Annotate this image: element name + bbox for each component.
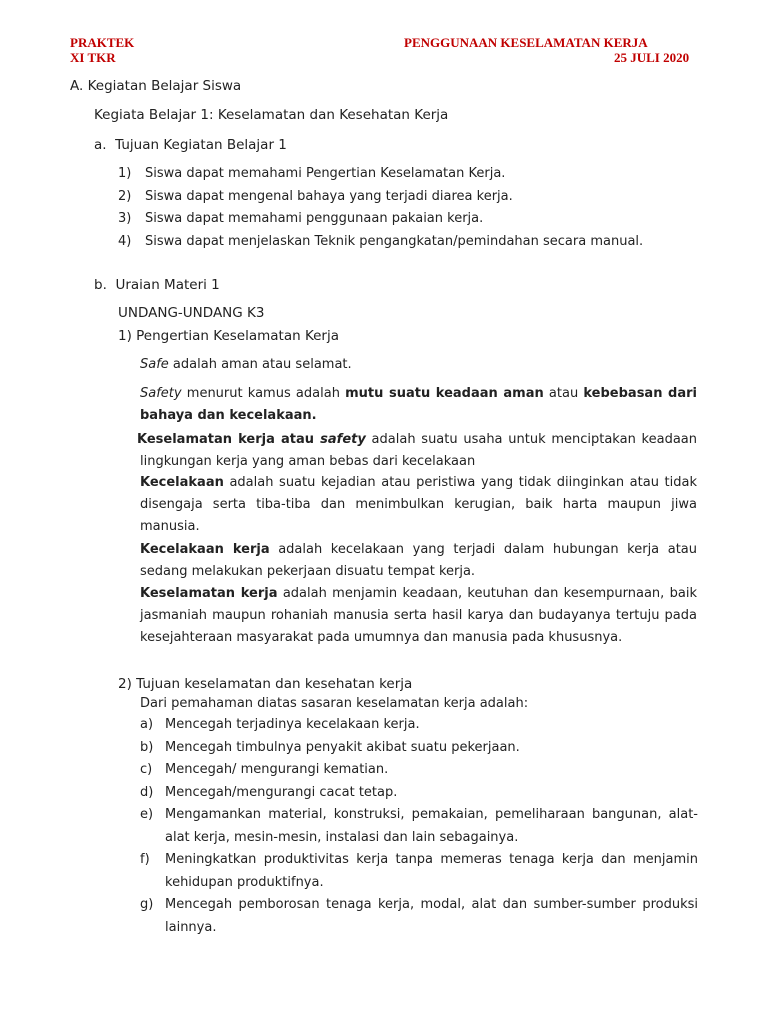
term-keselamatan-kerja-2: Keselamatan kerja: [140, 586, 278, 601]
list-number: 1): [118, 166, 132, 181]
definition-kecelakaan-text: adalah suatu kejadian atau peristiwa yang tidak diinginkan atau tidak disengaja serta tiba-tiba dan menimbulkan kerugian, baik harta maupun jiwa manusia.: [140, 475, 697, 534]
list-letter: d): [140, 784, 154, 800]
section-a-a-heading: [94, 137, 287, 153]
section-a-title: Kegiatan Belajar Siswa: [87, 78, 242, 94]
definition-safety-conj: atau: [543, 386, 584, 401]
definition-keselamatan-kerja-text: adalah suatu usaha untuk menciptakan keadaan lingkungan kerja yang aman bebas dari kecelakaan: [140, 432, 697, 469]
list-text: Siswa dapat memahami penggunaan pakaian kerja.: [145, 211, 484, 226]
list-item: [118, 208, 698, 231]
definition-safety-bold-2: kebebasan dari bahaya dan kecelakaan.: [140, 386, 697, 423]
definition-safety-text: menurut kamus adalah: [181, 386, 346, 401]
section-a-b-label: b.: [94, 277, 107, 293]
term-keselamatan-kerja: Keselamatan kerja atau: [137, 432, 321, 447]
definition-safety-bold-1: mutu suatu keadaan aman: [345, 386, 544, 401]
section-a-a-label: a.: [94, 137, 107, 153]
header-right-line1: PENGGUNAAN KESELAMATAN KERJA: [404, 35, 648, 50]
list-item: [118, 186, 698, 209]
term-safety: Safety: [140, 386, 182, 401]
list-text: Siswa dapat menjelaskan Teknik pengangkatan/pemindahan secara manual.: [145, 233, 644, 249]
section-a-subtitle: Kegiata Belajar 1: Keselamatan dan Kesehatan Kerja: [94, 107, 449, 123]
definition-kecelakaan-kerja-text: adalah kecelakaan yang terjadi dalam hubungan kerja atau sedang melakukan pekerjaan disuatu tempat kerja.: [140, 542, 698, 579]
law-title: UNDANG-UNDANG K3: [118, 305, 265, 321]
header-left-line2: XI TKR: [70, 50, 116, 65]
list-text: Mencegah pemborosan tenaga kerja, modal, alat dan sumber-sumber produksi lainnya.: [165, 897, 698, 935]
list-text: Mencegah/mengurangi cacat tetap.: [165, 784, 398, 800]
definition-safe: [140, 357, 352, 372]
list-text: Siswa dapat memahami Pengertian Keselamatan Kerja.: [145, 166, 506, 181]
header-left-line1: PRAKTEK: [70, 35, 135, 50]
section-a-heading: [70, 78, 241, 94]
list-letter: c): [140, 762, 153, 777]
list-number: 3): [118, 211, 132, 226]
definition-kecelakaan-kerja: [140, 539, 697, 583]
list-letter: g): [140, 897, 154, 912]
list-number: 2): [118, 188, 132, 204]
objectives-list: [118, 163, 698, 253]
section-a-b-heading: [94, 277, 220, 293]
definition-kecelakaan: [140, 472, 697, 538]
list-item: [140, 714, 698, 737]
list-letter: a): [140, 717, 154, 732]
definition-keselamatan-kerja-2-text: adalah menjamin keadaan, keutuhan dan kesempurnaan, baik jasmaniah maupun rohaniah manusia serta hasil karya dan budayanya tertuju pada kesejahteraan masyarakat pada umumnya dan manusia pada khususnya.: [140, 586, 697, 645]
section-a-a-title: Tujuan Kegiatan Belajar 1: [115, 137, 287, 153]
list-item: [140, 804, 698, 849]
term-kecelakaan-kerja: Kecelakaan kerja: [140, 542, 270, 557]
list-letter: b): [140, 739, 154, 755]
list-text: Meningkatkan produktivitas kerja tanpa memeras tenaga kerja dan menjamin kehidupan produktifnya.: [165, 852, 698, 890]
list-item: [140, 737, 698, 760]
list-item: [118, 231, 698, 254]
list-item: [140, 894, 698, 939]
goals-list: [140, 714, 698, 939]
header-right-line2: 25 JULI 2020: [614, 50, 690, 65]
term-kecelakaan: Kecelakaan: [140, 475, 224, 490]
list-text: Mengamankan material, konstruksi, pemakaian, pemeliharaan bangunan, alat-alat kerja, mesin-mesin, instalasi dan lain sebagainya.: [165, 807, 698, 845]
subsection-2-intro: Dari pemahaman diatas sasaran keselamatan kerja adalah:: [140, 696, 529, 711]
list-item: [140, 849, 698, 894]
section-a-label: A.: [70, 78, 84, 94]
definition-safe-text: adalah aman atau selamat.: [168, 357, 352, 372]
list-item: [140, 782, 698, 805]
subsection-1-title: 1) Pengertian Keselamatan Kerja: [118, 328, 340, 344]
list-text: Mencegah terjadinya kecelakaan kerja.: [165, 717, 420, 732]
term-safe: Safe: [140, 357, 169, 372]
term-safety-inline: safety: [320, 432, 366, 447]
list-text: Mencegah timbulnya penyakit akibat suatu pekerjaan.: [165, 739, 520, 755]
list-text: Mencegah/ mengurangi kematian.: [165, 762, 389, 777]
definition-keselamatan-kerja-2: [140, 583, 697, 649]
list-letter: f): [140, 852, 150, 867]
list-letter: e): [140, 807, 154, 822]
list-item: [140, 759, 698, 782]
definition-safety: [140, 383, 697, 427]
list-text: Siswa dapat mengenal bahaya yang terjadi diarea kerja.: [145, 188, 513, 204]
list-item: [118, 163, 698, 186]
list-number: 4): [118, 233, 132, 249]
section-a-b-title: Uraian Materi 1: [115, 277, 220, 293]
definition-keselamatan-kerja: [137, 429, 697, 473]
subsection-2-title: 2) Tujuan keselamatan dan kesehatan kerja: [118, 676, 413, 692]
